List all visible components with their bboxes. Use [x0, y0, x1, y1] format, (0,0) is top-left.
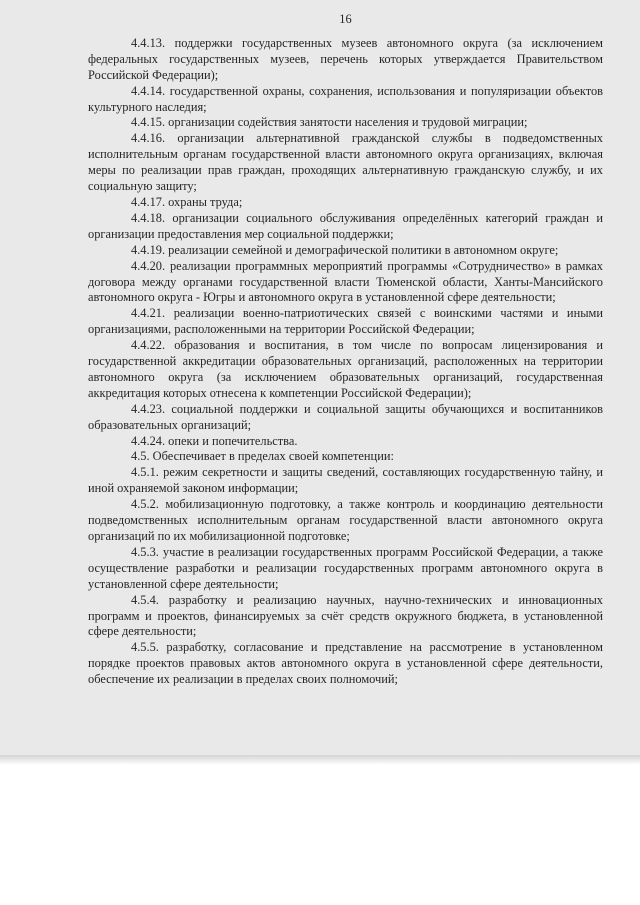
- paragraph-4-5-4: 4.5.4. разработку и реализацию научных, научно-технических и инновационных программ и проектов, финансируемых за счёт средств окружного бюджета, в установленной сфере деятельности;: [88, 592, 603, 639]
- page-bottom-edge: [0, 755, 640, 765]
- page-number: 16: [339, 12, 352, 26]
- document-body: [88, 12, 603, 688]
- paragraph-4-5-3: 4.5.3. участие в реализации государственных программ Российской Федерации, а также осуществление разработки и реализации государственных программ автономного округа в установленной сфере деятельности;: [88, 544, 603, 591]
- paragraph-4-4-14: 4.4.14. государственной охраны, сохранения, использования и популяризации объектов культурного наследия;: [88, 83, 603, 114]
- paragraph-4-4-24: 4.4.24. опеки и попечительства.: [131, 433, 298, 448]
- paragraph-4-4-17: 4.4.17. охраны труда;: [131, 194, 243, 209]
- paragraph-4-4-13: 4.4.13. поддержки государственных музеев автономного округа (за исключением федеральных государственных музеев, перечень которых утверждается Правительством Российской Федерации);: [88, 35, 603, 82]
- paragraph-4-4-22: 4.4.22. образования и воспитания, в том числе по вопросам лицензирования и государственной аккредитации образовательных организаций, расположенных на территории автономного округа (за исключением образовательных организаций, государственная аккредитация которых отнесена к компетенции Российской Федерации);: [88, 338, 603, 400]
- paragraph-4-4-15: 4.4.15. организации содействия занятости населения и трудовой миграции;: [131, 115, 528, 130]
- paragraph-4-5-1: 4.5.1. режим секретности и защиты сведений, составляющих государственную тайну, и иной охраняемой законом информации;: [88, 465, 603, 496]
- paragraph-4-4-20: 4.4.20. реализации программных мероприятий программы «Сотрудничество» в рамках договора между органами государственной власти Тюменской области, Ханты-Мансийского автономного округа - Югры и автономного округа в установленной сфере деятельности;: [88, 258, 603, 305]
- paragraph-4-4-16: 4.4.16. организации альтернативной гражданской службы в подведомственных исполнительным органам государственной власти автономного округа организациях, включая меры по реализации прав граждан, проходящих альтернативную гражданскую службу, и их социальную защиту;: [88, 131, 603, 194]
- paragraph-4-5-5: 4.5.5. разработку, согласование и представление на рассмотрение в установленном порядке проектов правовых актов автономного округа в установленной сфере деятельности, обеспечение их реализации в пределах своих полномочий;: [88, 640, 603, 687]
- paragraph-4-5: 4.5. Обеспечивает в пределах своей компетенции:: [131, 449, 394, 464]
- paragraph-4-4-21: 4.4.21. реализации военно-патриотических связей с воинскими частями и иными организациями, расположенными на территории Российской Федерации;: [88, 306, 603, 337]
- paragraph-4-5-2: 4.5.2. мобилизационную подготовку, а также контроль и координацию деятельности подведомственных исполнительным органам государственной власти автономного округа организаций по их мобилизационной подготовке;: [88, 497, 603, 543]
- paragraph-4-4-19: 4.4.19. реализации семейной и демографической политики в автономном округе;: [131, 242, 559, 257]
- paragraph-4-4-23: 4.4.23. социальной поддержки и социальной защиты обучающихся и воспитанников образовательных организаций;: [88, 401, 603, 432]
- paragraph-4-4-18: 4.4.18. организации социального обслуживания определённых категорий граждан и организации предоставления мер социальной поддержки;: [88, 210, 603, 241]
